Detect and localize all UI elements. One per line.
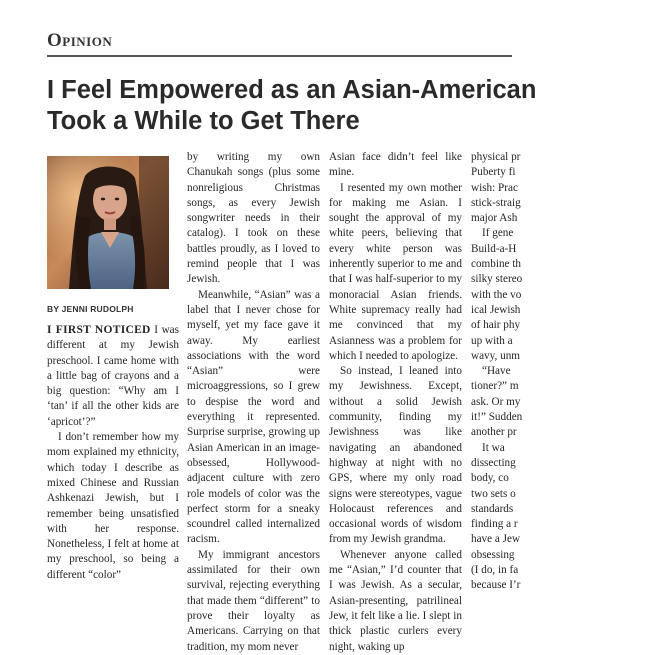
- article-column-2: [187, 150, 320, 653]
- line: body, co: [471, 472, 509, 485]
- line: two sets o: [471, 487, 516, 500]
- line: it!” Sudden: [471, 411, 523, 424]
- line: another pr: [471, 426, 517, 439]
- headline: [47, 75, 647, 137]
- paragraph: Whenever anyone called me “Asian,” I’d counter that I was Jewish. As a secular, Asian-presenting, patrilineal Jew, it felt like a lie. I slept in thick plastic curlers every night, waking up: [329, 548, 462, 653]
- line: obsessing: [471, 548, 515, 561]
- paragraph: [47, 323, 179, 430]
- line: up with a: [471, 334, 513, 347]
- line: because I’r: [471, 579, 521, 592]
- line: combine th: [471, 258, 522, 271]
- line: standards: [471, 502, 514, 515]
- article-column-3: [329, 150, 462, 653]
- line: ask. Or my: [471, 395, 521, 408]
- line: stick-straig: [471, 196, 521, 209]
- line: Puberty fi: [471, 166, 516, 179]
- line: If gene: [482, 227, 514, 240]
- line: (I do, in fa: [471, 564, 519, 577]
- line: “Have: [482, 365, 511, 378]
- headline-line-2: Took a While to Get There: [47, 107, 360, 135]
- paragraph: I don’t remember how my mom explained my ethnicity, which today I describe as mixed Chinese and Russian Ashkenazi Jewish, but I remember being unsatisfied with her response. Nonetheless, I felt at home at my preschool, so being a different “color”: [47, 431, 179, 581]
- line: of hair phy: [471, 319, 521, 332]
- paragraph-text: I was different at my Jewish preschool. I came home with a little bag of crayons and a big question: “Why am I ‘tan’ if all the other kids are ‘apricot’?”: [47, 324, 179, 428]
- lead-in: I FIRST NOTICED: [47, 324, 151, 336]
- paragraph: by writing my own Chanukah songs (plus some nonreligious Christmas songs, as every Jewish songwriter needs in their catalog). I took on these battles proudly, as I loved to remind people that I was Jewish.: [187, 151, 320, 286]
- line: major Ash: [471, 212, 518, 225]
- paragraph: Meanwhile, “Asian” was a label that I never chose for myself, yet my face gave it away. My earliest associations with the word “Asian” were microaggressions, so I grew to despise the word and everything it represented. Surprise surprise, growing up Asian American in an image-obsessed, Hollywood-adjacent culture with zero role models of color was the perfect storm for a sneaky scoundrel called internalized racism.: [187, 288, 320, 546]
- article-column-1: [47, 323, 179, 581]
- paragraph: My immigrant ancestors assimilated for their own survival, rejecting everything that made them “different” to prove their loyalty as Americans. Carrying on that tradition, my mom never: [187, 548, 320, 653]
- line: silky stereo: [471, 273, 523, 286]
- paragraph: Asian face didn’t feel like mine.: [329, 151, 462, 179]
- byline: BY JENNI RUDOLPH: [47, 304, 134, 314]
- paragraph: So instead, I leaned into my Jewishness. Except, without a solid Jewish community, finding my Jewishness was like navigating an abandoned highway at night with no GPS, where my only road signs were stereotypes, vague Holocaust references and occasional words of wisdom from my Jewish grandma.: [329, 365, 462, 546]
- article-column-4: [471, 150, 631, 592]
- line: physical pr: [471, 151, 521, 163]
- line: have a Jew: [471, 533, 521, 546]
- headline-line-1: I Feel Empowered as an Asian-American: [47, 76, 537, 104]
- line: with the vo: [471, 288, 522, 301]
- section-divider: [47, 55, 512, 57]
- author-photo: [47, 156, 169, 289]
- paragraph: I resented my own mother for making me Asian. I sought the approval of my white peers, believing that every white person was inherently superior to me and that I was half-superior to my monoracial Asian friends. White supremacy really had me convinced that my Asianness was a problem for which I needed to apologize.: [329, 181, 462, 362]
- line: wish: Prac: [471, 181, 518, 194]
- line: finding a r: [471, 518, 518, 531]
- line: Build-a-H: [471, 242, 517, 255]
- line: wavy, unm: [471, 349, 520, 362]
- section-label: Opinion: [47, 30, 113, 51]
- line: ical Jewish: [471, 303, 521, 316]
- line: It wa: [482, 441, 505, 454]
- line: tioner?” m: [471, 380, 519, 393]
- line: dissecting: [471, 456, 516, 469]
